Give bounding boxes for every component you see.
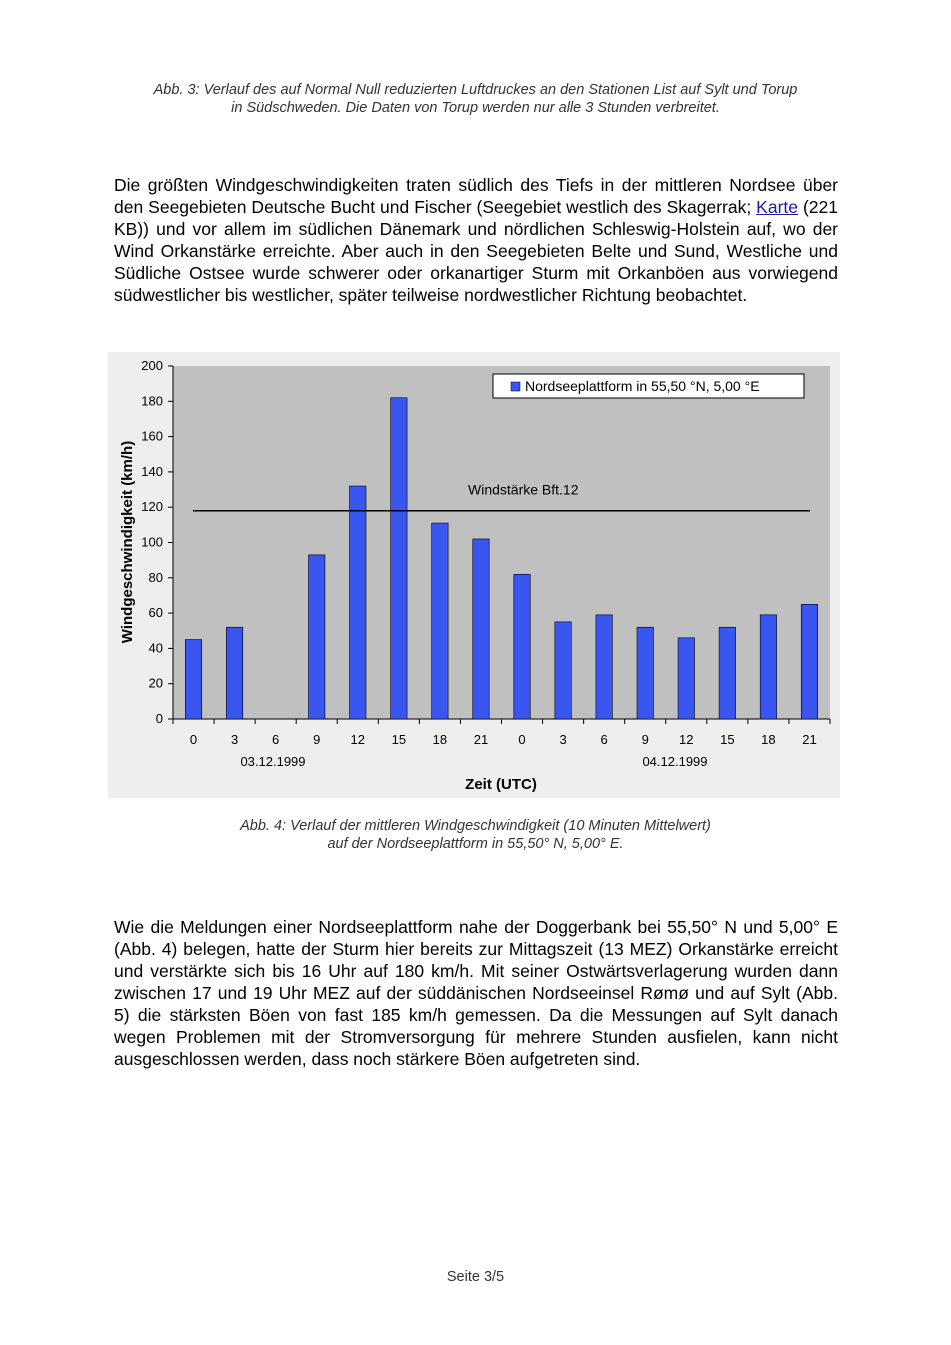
y-tick-label: 160 bbox=[141, 428, 163, 444]
figure-4-caption-line2: auf der Nordseeplattform in 55,50° N, 5,00° E. bbox=[327, 836, 624, 852]
y-tick-label: 0 bbox=[155, 711, 163, 726]
bar bbox=[760, 615, 776, 719]
y-tick-label: 80 bbox=[148, 569, 163, 585]
y-tick-label: 40 bbox=[148, 640, 163, 656]
bar bbox=[678, 638, 694, 719]
date-label-day1: 03.12.1999 bbox=[240, 754, 306, 769]
figure-3-caption-line2: in Südschweden. Die Daten von Torup werden nur alle 3 Stunden verbreitet. bbox=[231, 100, 720, 116]
x-tick-label: 15 bbox=[720, 732, 735, 747]
y-axis-title: Windgeschwindigkeit (km/h) bbox=[119, 440, 136, 644]
y-tick-label: 180 bbox=[141, 393, 163, 409]
y-tick-label: 60 bbox=[148, 605, 163, 621]
x-axis-title: Zeit (UTC) bbox=[465, 776, 537, 793]
map-link[interactable]: Karte bbox=[756, 197, 798, 217]
x-tick-label: 6 bbox=[600, 732, 608, 747]
bar bbox=[473, 539, 489, 719]
bar bbox=[309, 555, 325, 719]
figure-3-caption bbox=[0, 81, 951, 117]
x-tick-label: 21 bbox=[802, 732, 817, 747]
x-tick-label: 3 bbox=[559, 732, 567, 747]
bar bbox=[801, 604, 817, 719]
wind-speed-chart bbox=[108, 352, 840, 798]
y-tick-label: 200 bbox=[141, 358, 163, 373]
bar bbox=[391, 398, 407, 719]
bar bbox=[226, 627, 242, 719]
x-tick-label: 18 bbox=[761, 732, 776, 747]
y-tick-label: 100 bbox=[141, 534, 163, 550]
bar bbox=[637, 627, 653, 719]
x-tick-label: 12 bbox=[679, 732, 694, 747]
y-tick-label: 140 bbox=[141, 463, 163, 479]
x-tick-label: 6 bbox=[272, 732, 280, 747]
bar bbox=[555, 622, 571, 719]
paragraph1-text-before-link: Die größten Windgeschwindigkeiten traten südlich des Tiefs in der mittleren Nordsee über den Seegebieten Deutsche Bucht und Fischer (Seegebiet westlich des Skagerrak; bbox=[114, 175, 838, 217]
x-tick-label: 18 bbox=[432, 732, 448, 747]
figure-4-caption bbox=[0, 817, 951, 853]
page-number: Seite 3/5 bbox=[446, 1269, 505, 1285]
x-tick-label: 21 bbox=[473, 732, 489, 747]
paragraph1-text-after-link: (221 KB)) und vor allem im südlichen Dänemark und nördlichen Schleswig-Holstein auf, wo der Wind Orkanstärke erreichte. Aber auch in den Seegebieten Belte und Sund, Westliche und Südliche Ostsee wurde schwerer oder orkanartiger Sturm mit Orkanböen aus vorwiegend südwestlicher bis westlicher, später teilweise nordwestlicher Richtung beobachtet. bbox=[114, 197, 838, 305]
date-label-day2: 04.12.1999 bbox=[642, 754, 708, 769]
legend-swatch bbox=[511, 382, 520, 391]
x-tick-label: 0 bbox=[518, 732, 526, 747]
x-tick-label: 3 bbox=[230, 732, 239, 747]
x-tick-label: 15 bbox=[391, 732, 407, 747]
figure-4-caption-line1: Abb. 4: Verlauf der mittleren Windgeschwindigkeit (10 Minuten Mittelwert) bbox=[240, 818, 711, 834]
x-tick-label: 0 bbox=[189, 732, 198, 747]
x-tick-label: 9 bbox=[641, 732, 649, 747]
bar bbox=[719, 627, 735, 719]
paragraph-strongest-winds bbox=[114, 174, 838, 306]
chart-svg bbox=[108, 352, 840, 798]
x-tick-label: 9 bbox=[313, 732, 321, 747]
paragraph-north-sea-platform: Wie die Meldungen einer Nordseeplattform nahe der Doggerbank bei 55,50° N und 5,00° E (Abb. 4) belegen, hatte der Sturm hier bereits zur Mittagszeit (13 MEZ) Orkanstärke erreicht und verstärkte sich bis 16 Uhr auf 180 km/h. Mit seiner Ostwärtsverlagerung wurden dann zwischen 17 und 19 Uhr MEZ auf der süddänischen Nordseeinsel Rømø und auf Sylt (Abb. 5) die stärksten Böen von fast 185 km/h gemessen. Da die Messungen auf Sylt danach wegen Problemen mit der Stromversorgung für mehrere Stunden ausfielen, kann nicht ausgeschlossen werden, dass noch stärkere Böen aufgetreten sind. bbox=[114, 917, 838, 1069]
bar bbox=[514, 574, 530, 719]
bar bbox=[185, 640, 201, 719]
chart-legend bbox=[493, 374, 804, 398]
y-tick-label: 120 bbox=[141, 499, 163, 515]
legend-label: Nordseeplattform in 55,50 °N, 5,00 °E bbox=[525, 378, 760, 394]
bar bbox=[350, 486, 366, 719]
bar bbox=[432, 523, 448, 719]
figure-3-caption-line1: Abb. 3: Verlauf des auf Normal Null reduzierten Luftdruckes an den Stationen List auf Sylt und Torup bbox=[153, 82, 798, 98]
bar bbox=[596, 615, 612, 719]
reference-line-label: Windstärke Bft.12 bbox=[468, 481, 579, 498]
y-tick-label: 20 bbox=[148, 675, 163, 691]
x-tick-label: 12 bbox=[350, 732, 366, 747]
